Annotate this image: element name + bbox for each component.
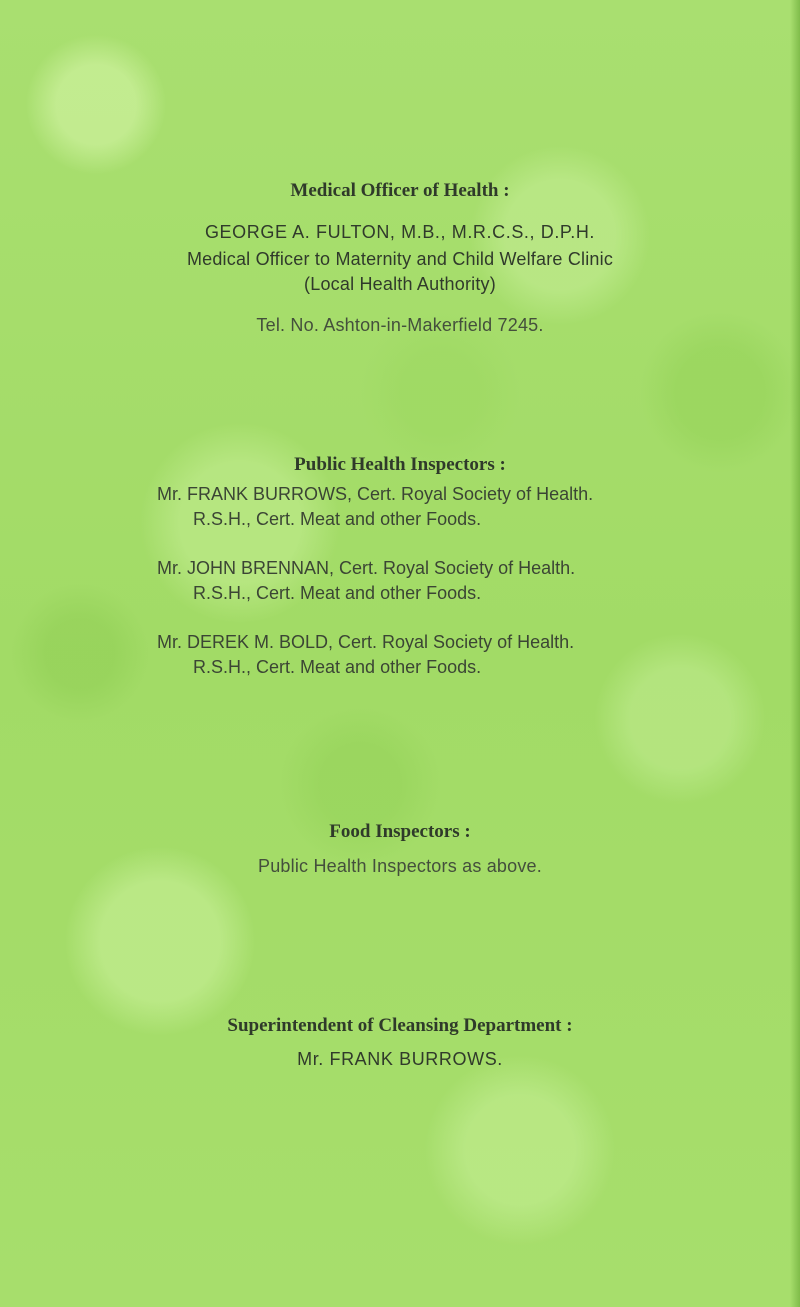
- food-inspectors-heading: Food Inspectors :: [329, 821, 471, 842]
- inspector-line1: Mr. FRANK BURROWS, Cert. Royal Society of Health.: [157, 484, 594, 504]
- inspector-line1: Mr. DEREK M. BOLD, Cert. Royal Society of Health.: [157, 632, 575, 652]
- inspector-list: [157, 482, 757, 704]
- public-health-inspectors-heading: Public Health Inspectors :: [294, 454, 506, 475]
- medical-officer-heading: Medical Officer of Health :: [290, 180, 510, 201]
- medical-officer-tel: Tel. No. Ashton-in-Makerfield 7245.: [256, 315, 544, 335]
- medical-officer-role-line2: (Local Health Authority): [304, 274, 496, 294]
- medical-officer-role-line1: Medical Officer to Maternity and Child Welfare Clinic: [186, 249, 614, 269]
- cleansing-superintendent-name: Mr. FRANK BURROWS.: [297, 1049, 503, 1069]
- inspector-entry: [157, 630, 757, 680]
- inspector-line2: R.S.H., Cert. Meat and other Foods.: [193, 509, 482, 529]
- food-inspectors-text: Public Health Inspectors as above.: [258, 856, 542, 876]
- medical-officer-name: GEORGE A. FULTON, M.B., M.R.C.S., D.P.H.: [204, 222, 596, 242]
- inspector-line1: Mr. JOHN BRENNAN, Cert. Royal Society of Health.: [157, 558, 576, 578]
- inspector-entry: [157, 482, 757, 532]
- inspector-entry: [157, 556, 757, 606]
- inspector-line2: R.S.H., Cert. Meat and other Foods.: [193, 657, 482, 677]
- cleansing-heading: Superintendent of Cleansing Department :: [227, 1015, 573, 1036]
- inspector-line2: R.S.H., Cert. Meat and other Foods.: [193, 583, 482, 603]
